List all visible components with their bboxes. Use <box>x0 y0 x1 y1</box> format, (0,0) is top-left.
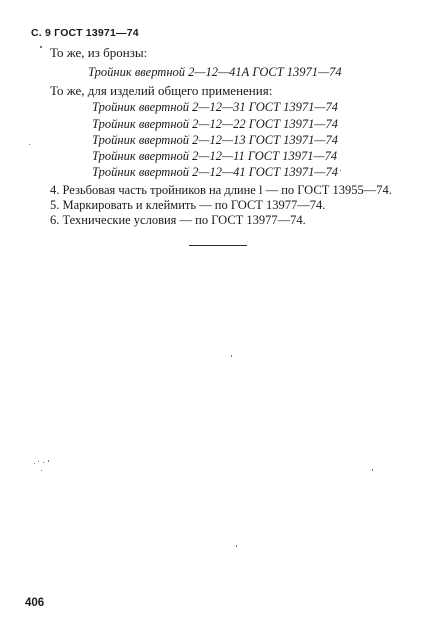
scan-speck <box>40 46 42 48</box>
page-header: С. 9 ГОСТ 13971—74 <box>31 27 139 39</box>
scan-speck <box>372 469 373 471</box>
general-item: Тройник ввертной 2—12—31 ГОСТ 13971—74 <box>92 100 339 114</box>
scan-speck <box>34 463 35 464</box>
scan-speck <box>48 460 49 462</box>
scan-speck <box>29 144 30 145</box>
numbered-item: 4. Резьбовая часть тройников на длине l — по ГОСТ 13955—74. <box>50 183 392 197</box>
scan-speck <box>43 462 44 463</box>
numbered-item: 5. Маркировать и клеймить — по ГОСТ 13977—74. <box>50 198 326 212</box>
scan-speck <box>38 461 39 462</box>
intro-bronze: То же, из бронзы: <box>50 45 148 60</box>
general-item: Тройник ввертной 2—12—41 ГОСТ 13971—74 <box>92 165 339 179</box>
scan-speck <box>236 545 237 547</box>
general-item: Тройник ввертной 2—12—22 ГОСТ 13971—74 <box>92 117 339 131</box>
intro-general: То же, для изделий общего применения: <box>50 83 273 98</box>
section-divider <box>189 245 247 246</box>
bronze-item: Тройник ввертной 2—12—41А ГОСТ 13971—74 <box>88 65 342 79</box>
general-item: Тройник ввертной 2—12—11 ГОСТ 13971—74 <box>92 149 338 163</box>
page-number: 406 <box>25 597 45 609</box>
general-item: Тройник ввертной 2—12—13 ГОСТ 13971—74 <box>92 133 339 147</box>
numbered-item: 6. Технические условия — по ГОСТ 13977—74. <box>50 213 306 227</box>
scan-speck <box>231 355 232 357</box>
scan-speck <box>41 470 42 471</box>
scan-speck <box>340 170 341 171</box>
